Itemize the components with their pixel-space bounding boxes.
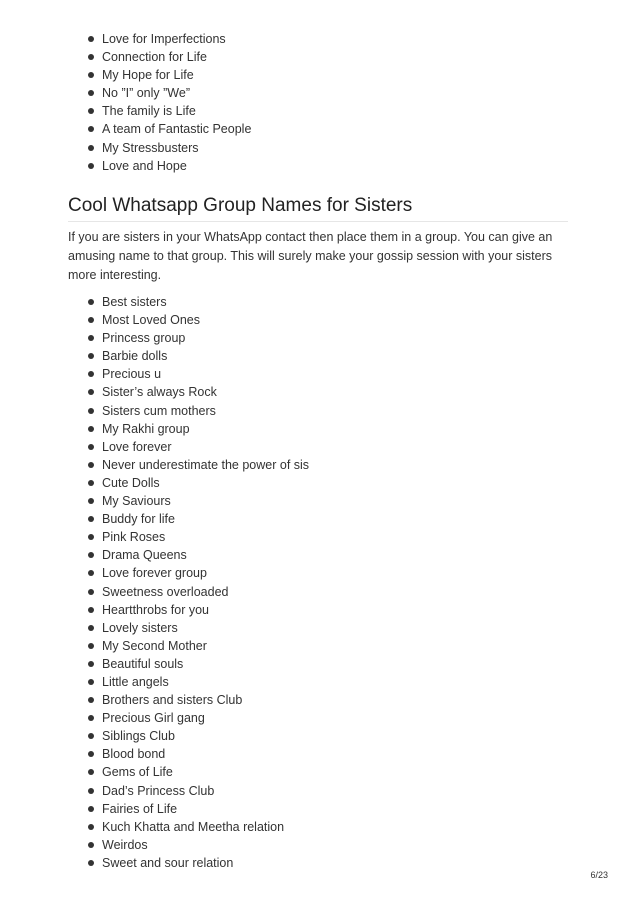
list-item: Heartthrobs for you	[88, 601, 309, 619]
list-item: My Second Mother	[88, 637, 309, 655]
list-item: Gems of Life	[88, 763, 309, 781]
list-item: Precious u	[88, 365, 309, 383]
list-item: Love for Imperfections	[88, 30, 251, 48]
section-intro: If you are sisters in your WhatsApp contact then place them in a group. You can give an amusing name to that group. This will surely make your gossip session with your sisters more interesting.	[68, 230, 553, 282]
list-item: Barbie dolls	[88, 347, 309, 365]
list-item: My Rakhi group	[88, 420, 309, 438]
list-item: Siblings Club	[88, 727, 309, 745]
list-item: Precious Girl gang	[88, 709, 309, 727]
list-item: Sister’s always Rock	[88, 383, 309, 401]
list-item: Buddy for life	[88, 510, 309, 528]
list-item: Lovely sisters	[88, 619, 309, 637]
section-heading: Cool Whatsapp Group Names for Sisters	[68, 195, 413, 216]
list-item: Pink Roses	[88, 528, 309, 546]
top-bullet-list	[88, 30, 251, 175]
list-item: Most Loved Ones	[88, 311, 309, 329]
page-number: 6/23	[590, 870, 608, 880]
list-item: Little angels	[88, 673, 309, 691]
list-item: Cute Dolls	[88, 474, 309, 492]
list-item: Love and Hope	[88, 157, 251, 175]
list-item: A team of Fantastic People	[88, 120, 251, 138]
list-item: Sweet and sour relation	[88, 854, 309, 872]
list-item: Fairies of Life	[88, 800, 309, 818]
list-item: Connection for Life	[88, 48, 251, 66]
list-item: Weirdos	[88, 836, 309, 854]
heading-divider	[68, 221, 568, 222]
list-item: Sweetness overloaded	[88, 583, 309, 601]
list-item: Kuch Khatta and Meetha relation	[88, 818, 309, 836]
list-item: Brothers and sisters Club	[88, 691, 309, 709]
list-item: The family is Life	[88, 102, 251, 120]
list-item: Drama Queens	[88, 546, 309, 564]
list-item: My Stressbusters	[88, 139, 251, 157]
list-item: My Hope for Life	[88, 66, 251, 84]
list-item: Princess group	[88, 329, 309, 347]
list-item: Blood bond	[88, 745, 309, 763]
list-item: Best sisters	[88, 293, 309, 311]
list-item: Never underestimate the power of sis	[88, 456, 309, 474]
list-item: Beautiful souls	[88, 655, 309, 673]
list-item: My Saviours	[88, 492, 309, 510]
list-item: Sisters cum mothers	[88, 402, 309, 420]
list-item: Love forever	[88, 438, 309, 456]
list-item: No ”I” only ”We”	[88, 84, 251, 102]
list-item: Love forever group	[88, 564, 309, 582]
list-item: Dad’s Princess Club	[88, 782, 309, 800]
sister-names-list	[88, 293, 309, 872]
